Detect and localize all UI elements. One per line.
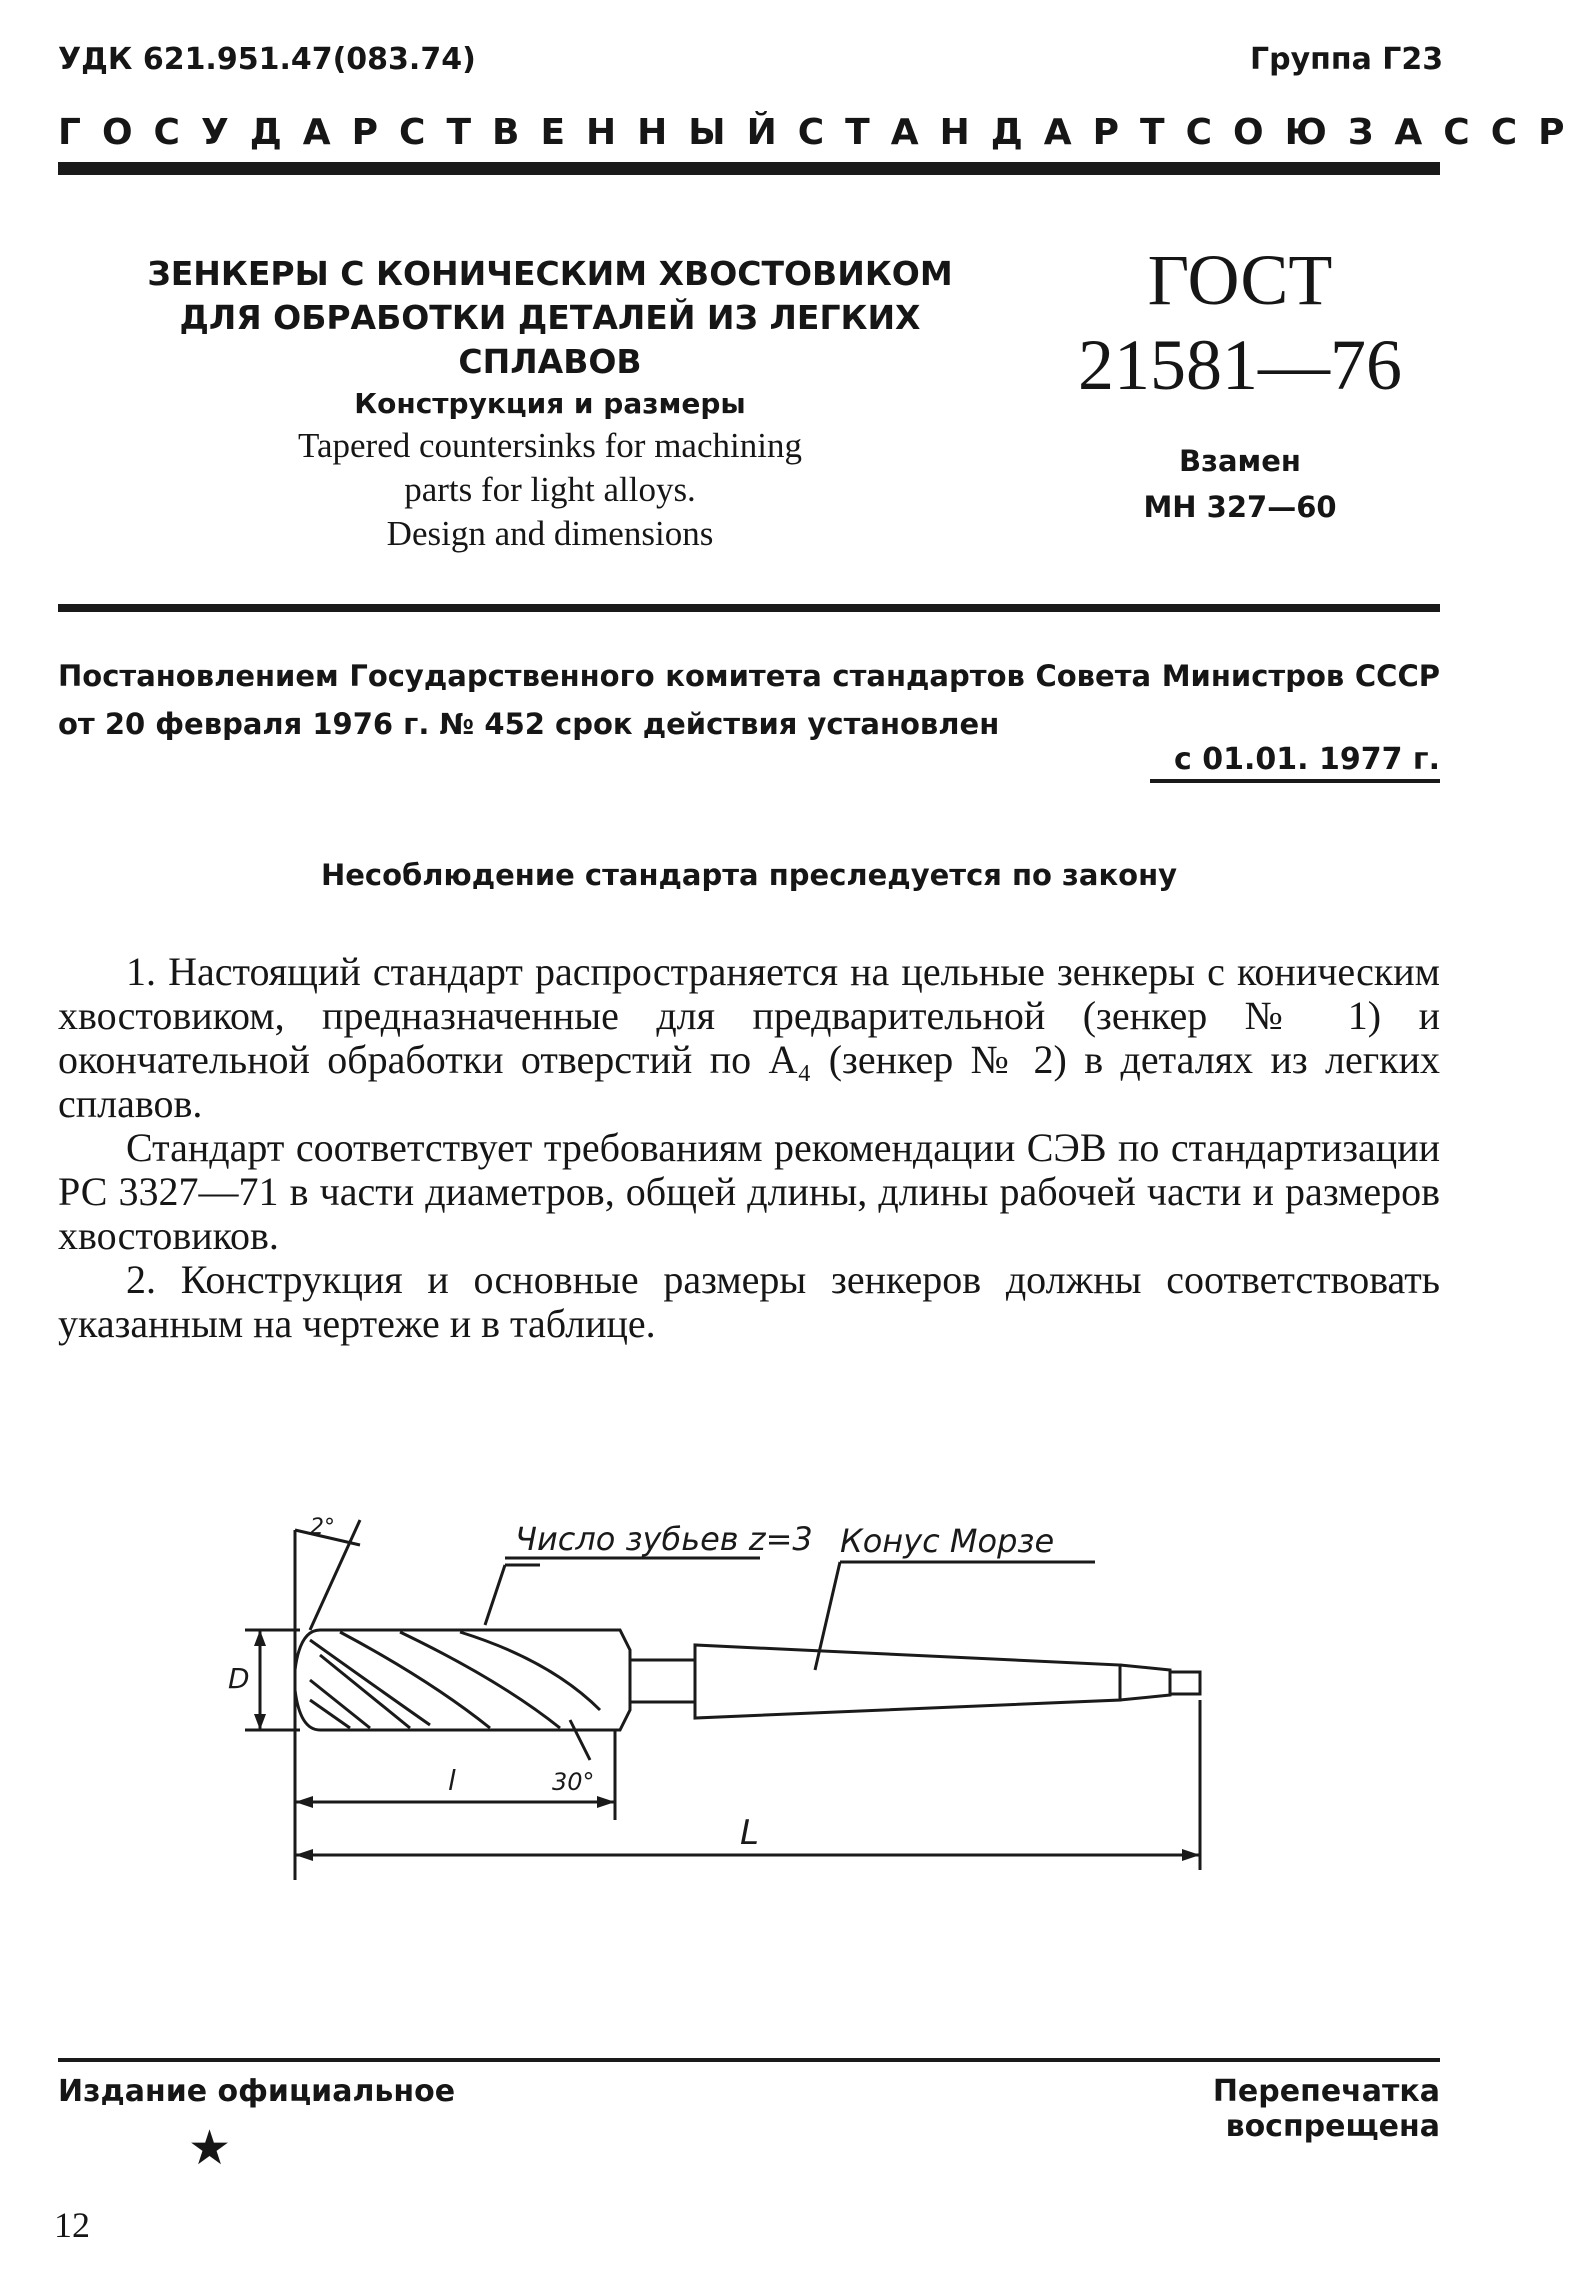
teeth-label: Число зубьев z=3 <box>515 1520 813 1558</box>
paragraph-3: 2. Конструкция и основные размеры зенкеров должны соответствовать указанным на чертеже и в таблице. <box>58 1257 1440 1346</box>
udk-code: УДК 621.951.47(083.74) <box>58 42 476 77</box>
leader-teeth-2 <box>485 1565 505 1625</box>
effective-date: с 01.01. 1977 г. <box>1150 742 1440 783</box>
angle-top-label: 2° <box>310 1515 335 1540</box>
arrow-D-bottom <box>254 1714 266 1730</box>
angle-30-line <box>570 1720 590 1760</box>
title-ru-line1: ЗЕНКЕРЫ С КОНИЧЕСКИМ ХВОСТОВИКОМ <box>147 254 953 293</box>
title-rule <box>58 604 1440 612</box>
arrow-L-left <box>295 1849 313 1861</box>
arrow-l-left <box>295 1796 313 1808</box>
gost-number: 21581—76 <box>1078 325 1402 405</box>
taper-label: Конус Морзе <box>840 1522 1055 1560</box>
reprint-notice: Перепечатка воспрещена <box>1212 2074 1440 2144</box>
replaces-block <box>1090 438 1390 530</box>
arrow-l-right <box>597 1796 615 1808</box>
banner-word-3: СОЮЗА <box>1185 112 1444 153</box>
title-block <box>100 252 1000 556</box>
dim-L-label: L <box>740 1813 759 1853</box>
paragraph-1: 1. Настоящий стандарт распространяется на цельные зенкеры с коническим хвостовиком, предназначенные для предварительной (зенкер № 1) и окончательной обработки отверстий по A₄ (зенкер № 2) в деталях из легких сплавов. <box>58 949 1440 1126</box>
gost-label: ГОСТ <box>1147 240 1333 320</box>
replaces-label: Взамен <box>1179 444 1301 478</box>
page-number: 12 <box>54 2205 90 2245</box>
flute-4 <box>460 1632 600 1710</box>
title-ru-subtitle: Конструкция и размеры <box>354 387 746 420</box>
countersink-drawing <box>200 1450 1300 1900</box>
paragraph-2: Стандарт соответствует требованиям рекомендации СЭВ по стандартизации РС 3327—71 в части диаметров, общей длины, длины рабочей части и размеров хвостовиков. <box>58 1125 1440 1258</box>
tang <box>1120 1665 1170 1700</box>
group-code: Группа Г23 <box>1250 42 1444 77</box>
banner-word-4: ССР <box>1443 112 1586 153</box>
official-edition: Издание официальное <box>58 2074 456 2109</box>
arrow-L-right <box>1182 1849 1200 1861</box>
dim-l-label: l <box>448 1764 456 1797</box>
tool-working-part <box>295 1630 630 1730</box>
leader-taper-2 <box>815 1562 840 1670</box>
replaces-value: МН 327—60 <box>1143 490 1337 524</box>
title-ru-line2: ДЛЯ ОБРАБОТКИ ДЕТАЛЕЙ ИЗ ЛЕГКИХ СПЛАВОВ <box>179 298 921 381</box>
header-rule <box>58 162 1440 175</box>
title-en-line3: Design and dimensions <box>386 514 714 553</box>
dim-D-label: D <box>228 1662 250 1695</box>
star-icon: ★ <box>188 2122 232 2175</box>
banner-word-1: ГОСУДАРСТВЕННЫЙ <box>58 112 798 153</box>
angle-30-label: 30° <box>552 1768 595 1796</box>
arrow-D-top <box>254 1630 266 1646</box>
legal-notice: Несоблюдение стандарта преследуется по закону <box>320 858 1178 892</box>
flute-6 <box>310 1700 350 1728</box>
footer-rule <box>58 2058 1440 2062</box>
body-text <box>58 950 1440 1346</box>
decree-text: Постановлением Государственного комитета стандартов Совета Министров СССР от 20 февраля 1976 г. № 452 срок действия установлен <box>58 659 1440 741</box>
tang-end <box>1170 1672 1200 1694</box>
gost-block <box>1040 240 1440 410</box>
banner-word-2: СТАНДАРТ <box>797 112 1186 153</box>
state-standard-banner <box>58 112 1586 153</box>
title-en-line2: parts for light alloys. <box>404 470 696 509</box>
morse-taper <box>695 1645 1120 1718</box>
title-en-line1: Tapered countersinks for machining <box>298 426 802 465</box>
